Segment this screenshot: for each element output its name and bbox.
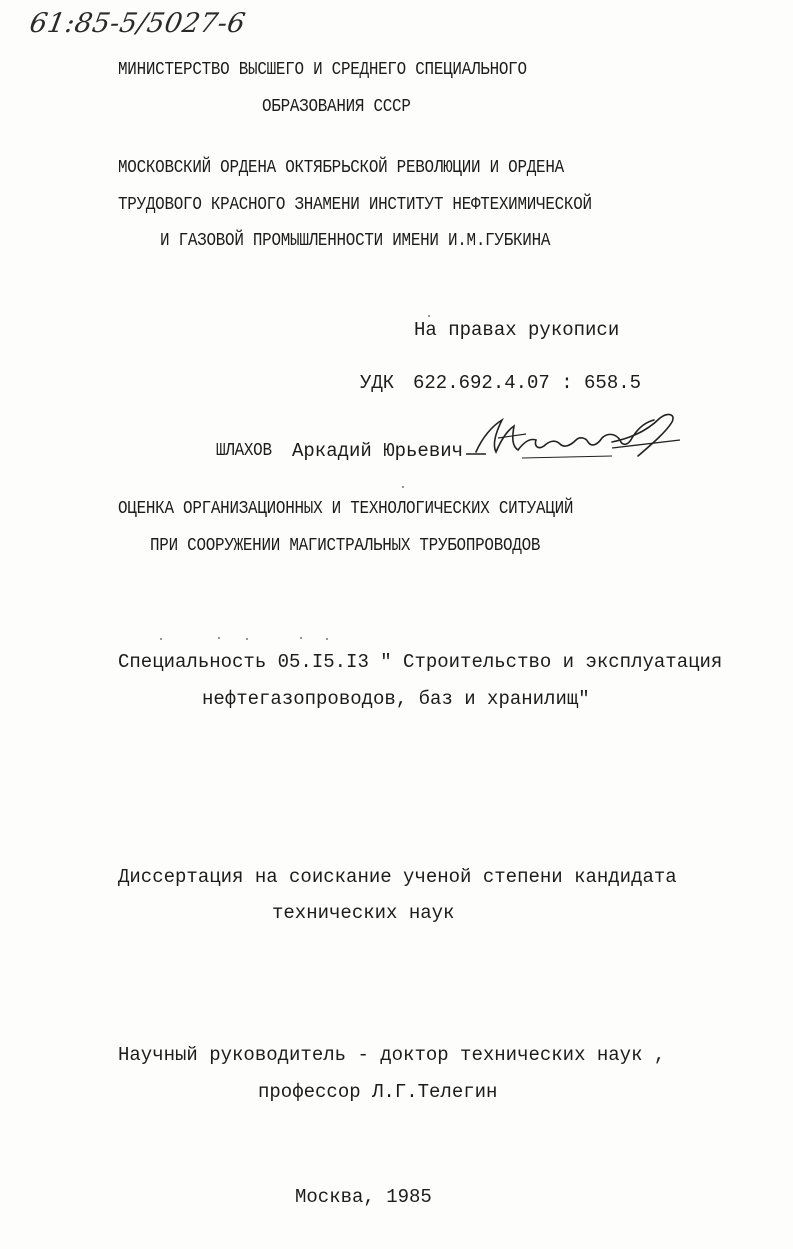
dissertation-line-1: Диссертация на соискание ученой степени кандидата	[118, 866, 677, 888]
city-and-year: Москва, 1985	[295, 1186, 432, 1208]
supervisor-line-2: профессор Л.Г.Телегин	[258, 1081, 498, 1103]
author-signature	[462, 408, 690, 466]
author-surname: ШЛАХОВ	[216, 440, 272, 461]
scan-speck	[218, 637, 220, 639]
specialty-line-2: нефтегазопроводов, баз и хранилищ"	[202, 688, 590, 710]
institute-line-2: ТРУДОВОГО КРАСНОГО ЗНАМЕНИ ИНСТИТУТ НЕФТЕХИМИЧЕСКОЙ	[118, 194, 592, 215]
scan-speck	[246, 638, 248, 640]
dissertation-line-2: технических наук	[272, 902, 455, 924]
ministry-line-1: МИНИСТЕРСТВО ВЫСШЕГО И СРЕДНЕГО СПЕЦИАЛЬНОГО	[118, 59, 527, 80]
manuscript-rights-note: На правах рукописи	[414, 319, 620, 341]
udc-label: УДК	[360, 372, 395, 394]
specialty-line-1: Специальность 05.I5.I3 " Строительство и эксплуатация	[118, 651, 723, 673]
institute-line-1: МОСКОВСКИЙ ОРДЕНА ОКТЯБРЬСКОЙ РЕВОЛЮЦИИ И ОРДЕНА	[118, 157, 564, 178]
scan-speck	[326, 638, 328, 640]
scan-speck	[160, 638, 162, 640]
handwritten-catalog-code: 61:85-5/5027-6	[27, 8, 248, 39]
institute-line-3: И ГАЗОВОЙ ПРОМЫШЛЕННОСТИ ИМЕНИ И.М.ГУБКИНА	[160, 230, 551, 251]
ministry-line-2: ОБРАЗОВАНИЯ СССР	[262, 96, 411, 117]
supervisor-line-1: Научный руководитель - доктор технических наук ,	[118, 1044, 666, 1066]
author-given-names: Аркадий Юрьевич	[292, 440, 464, 462]
scan-speck	[428, 315, 430, 317]
scan-speck	[402, 486, 404, 488]
thesis-title-line-2: ПРИ СООРУЖЕНИИ МАГИСТРАЛЬНЫХ ТРУБОПРОВОДОВ	[150, 535, 541, 556]
udc-value: 622.692.4.07 : 658.5	[413, 372, 642, 394]
thesis-title-line-1: ОЦЕНКА ОРГАНИЗАЦИОННЫХ И ТЕХНОЛОГИЧЕСКИХ СИТУАЦИЙ	[118, 498, 574, 519]
scan-speck	[300, 637, 302, 639]
